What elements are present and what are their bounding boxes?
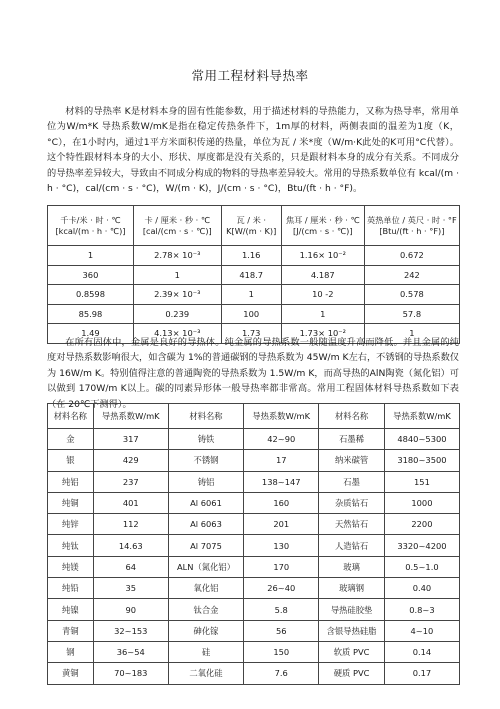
table-cell: 1 [133,265,221,285]
table-cell: 1.73 [221,324,281,344]
second-paragraph-text: 在所有固体中，金属是良好的导热体。纯金属的导热系数一般随温度升高而降低。并且金属的纯度对导热系数影响很大，如含碳为 1%的普通碳钢的导热系数为 45W/m K左右，不锈钢的导热系数仅为 16W/m K。特别值得注意的普通陶瓷的导热系数为 1.5W/m K，而高导热的AlN陶瓷（氮化铝）可以做到 170W/m K以上。碳的同素异形体一般导热率都非常高。常用工程固体材料导热系数如下表（在 20℃下测得）。 [47,337,459,410]
table-header-row [48,206,460,246]
table-cell: 10 -2 [281,285,364,305]
table-cell: 1.16× 10⁻² [281,246,364,266]
table-cell: Al 7075 [168,535,243,556]
intro-paragraph [47,104,459,196]
table-cell: 石墨 [319,471,385,492]
table-cell: 玻璃钢 [319,578,385,599]
table-cell: 14.63 [93,535,168,556]
unit-conversion-table [47,205,460,344]
table-cell: 金 [48,429,94,450]
table-cell: 青铜 [48,620,94,641]
table-row [48,304,460,324]
table-row [48,429,460,450]
table-cell: 钛合金 [168,599,243,620]
table-cell: 17 [244,450,319,471]
table-cell: 1.16 [221,246,281,266]
header-cell: 导热系数W/mK [93,404,168,429]
table-cell: 4840~5300 [384,429,459,450]
table-cell: 氧化铝 [168,578,243,599]
table-cell: Al 6063 [168,514,243,535]
table-cell: 铸铁 [168,429,243,450]
table-row [48,492,460,513]
table-row [48,556,460,577]
table-cell: 100 [221,304,281,324]
table-cell: 含银导热硅脂 [319,620,385,641]
materials-conductivity-table [47,403,460,685]
intro-paragraph-text: 材料的导热率 K是材料本身的固有性能参数，用于描述材料的导热能力，又称为热导率，常用单位为W/m*K 导热系数W/mK是指在稳定传热条件下，1m厚的材料，两侧表面的温差为1度（K，°C），在1小时内，通过1平方米面积传递的热量，单位为瓦 / 米*度（W/m·K此处的K可用°C代替）。这个特性跟材料本身的大小、形状、厚度都是没有关系的，只是跟材料本身的成分有关系。不同成分的导热率差异较大，导致由不同成分构成的物料的导热率差异较大。常用的导热系数单位有 kcal/(m · h · °C)，cal/(cm · s · °C)，W/(m · K)，J/(cm · s · °C)，Btu/(ft · h · °F)。 [47,106,459,195]
table-cell: 401 [93,492,168,513]
table-cell: 纯铅 [48,578,94,599]
table-cell: 硬质 PVC [319,663,385,684]
table-cell: 237 [93,471,168,492]
table-cell: 0.8~3 [384,599,459,620]
header-cell: 焦耳 / 厘米 · 秒 · ℃ [J/(cm · s · ℃)] [281,206,364,246]
table-cell: 铸铝 [168,471,243,492]
table-cell: 3320~4200 [384,535,459,556]
table-cell: 纯铜 [48,492,94,513]
table-cell: 112 [93,514,168,535]
table-cell: 1 [221,285,281,305]
table-cell: 0.239 [133,304,221,324]
header-cell: 导热系数W/mK [384,404,459,429]
table-row [48,663,460,684]
table-cell: 2.78× 10⁻³ [133,246,221,266]
table-cell: 二氧化硅 [168,663,243,684]
header-cell: 材料名称 [168,404,243,429]
table-cell: 4.187 [281,265,364,285]
table-cell: 纯钛 [48,535,94,556]
table-cell: 242 [364,265,459,285]
table-row [48,641,460,662]
table-cell: 57.8 [364,304,459,324]
table-row [48,620,460,641]
table-cell: 138~147 [244,471,319,492]
table-cell: 钢 [48,641,94,662]
table-cell: 64 [93,556,168,577]
table-cell: 0.40 [384,578,459,599]
table-cell: 1 [281,304,364,324]
table-cell: 5.8 [244,599,319,620]
table-cell: 黄铜 [48,663,94,684]
table-cell: 0.578 [364,285,459,305]
header-cell: 导热系数W/mK [244,404,319,429]
table-row [48,450,460,471]
header-cell: 材料名称 [319,404,385,429]
second-paragraph [47,335,459,412]
table-cell: 0.14 [384,641,459,662]
table-cell: 429 [93,450,168,471]
table-cell: 玻璃 [319,556,385,577]
table-cell: 0.672 [364,246,459,266]
table-cell: 160 [244,492,319,513]
table-cell: 纳米碳管 [319,450,385,471]
table-cell: 26~40 [244,578,319,599]
table-cell: 纯镍 [48,599,94,620]
table-cell: 1000 [384,492,459,513]
table-cell: 130 [244,535,319,556]
table-cell: 32~153 [93,620,168,641]
table-row [48,285,460,305]
table-row [48,535,460,556]
table-cell: 人造钻石 [319,535,385,556]
table-cell: 导热硅胶垫 [319,599,385,620]
table-cell: 36~54 [93,641,168,662]
table-cell: 90 [93,599,168,620]
table-cell: 1.49 [48,324,134,344]
table-cell: 4.13× 10⁻³ [133,324,221,344]
table-cell: 201 [244,514,319,535]
table-cell: 70~183 [93,663,168,684]
table-cell: 杂质钻石 [319,492,385,513]
table-cell: 418.7 [221,265,281,285]
table-cell: 软质 PVC [319,641,385,662]
table-cell: 不锈钢 [168,450,243,471]
table-cell: 4~10 [384,620,459,641]
table-row [48,578,460,599]
header-cell: 卡 / 厘米 · 秒 · ℃ [cal/(cm · s · ℃)] [133,206,221,246]
table-row [48,514,460,535]
table-cell: 150 [244,641,319,662]
table-cell: Al 6061 [168,492,243,513]
table-cell: 纯铝 [48,471,94,492]
table-cell: 35 [93,578,168,599]
table-cell: 0.5~1.0 [384,556,459,577]
table-cell: 1 [48,246,134,266]
table-cell: 0.8598 [48,285,134,305]
table-row [48,246,460,266]
header-cell: 英热单位 / 英尺 · 时 · °F [Btu/(ft · h · °F)] [364,206,459,246]
table-cell: 纯锌 [48,514,94,535]
table-header-row [48,404,460,429]
table-cell: 170 [244,556,319,577]
page-title: 常用工程材料导热率 [191,68,309,83]
table-cell: 85.98 [48,304,134,324]
table-cell: 1 [364,324,459,344]
table-cell: 银 [48,450,94,471]
table-cell: 56 [244,620,319,641]
header-cell: 千卡/米 · 时 · ℃ [kcal/(m · h · ℃)] [48,206,134,246]
table-cell: 151 [384,471,459,492]
table-cell: 硅 [168,641,243,662]
table-cell: ALN（氮化铝） [168,556,243,577]
table-cell: 3180~3500 [384,450,459,471]
table-cell: 0.17 [384,663,459,684]
table-cell: 42~90 [244,429,319,450]
table-row [48,265,460,285]
table-cell: 317 [93,429,168,450]
table-cell: 砷化镓 [168,620,243,641]
header-cell: 材料名称 [48,404,94,429]
table-row [48,599,460,620]
table-cell: 7.6 [244,663,319,684]
table-row [48,471,460,492]
materials-table-body [48,429,460,685]
table-cell: 360 [48,265,134,285]
table-cell: 纯镁 [48,556,94,577]
table-cell: 1.73× 10⁻² [281,324,364,344]
table-cell: 2200 [384,514,459,535]
table-cell: 2.39× 10⁻³ [133,285,221,305]
table-cell: 天然钻石 [319,514,385,535]
table-cell: 石墨稀 [319,429,385,450]
header-cell: 瓦 / 米 · K[W/(m · K)] [221,206,281,246]
